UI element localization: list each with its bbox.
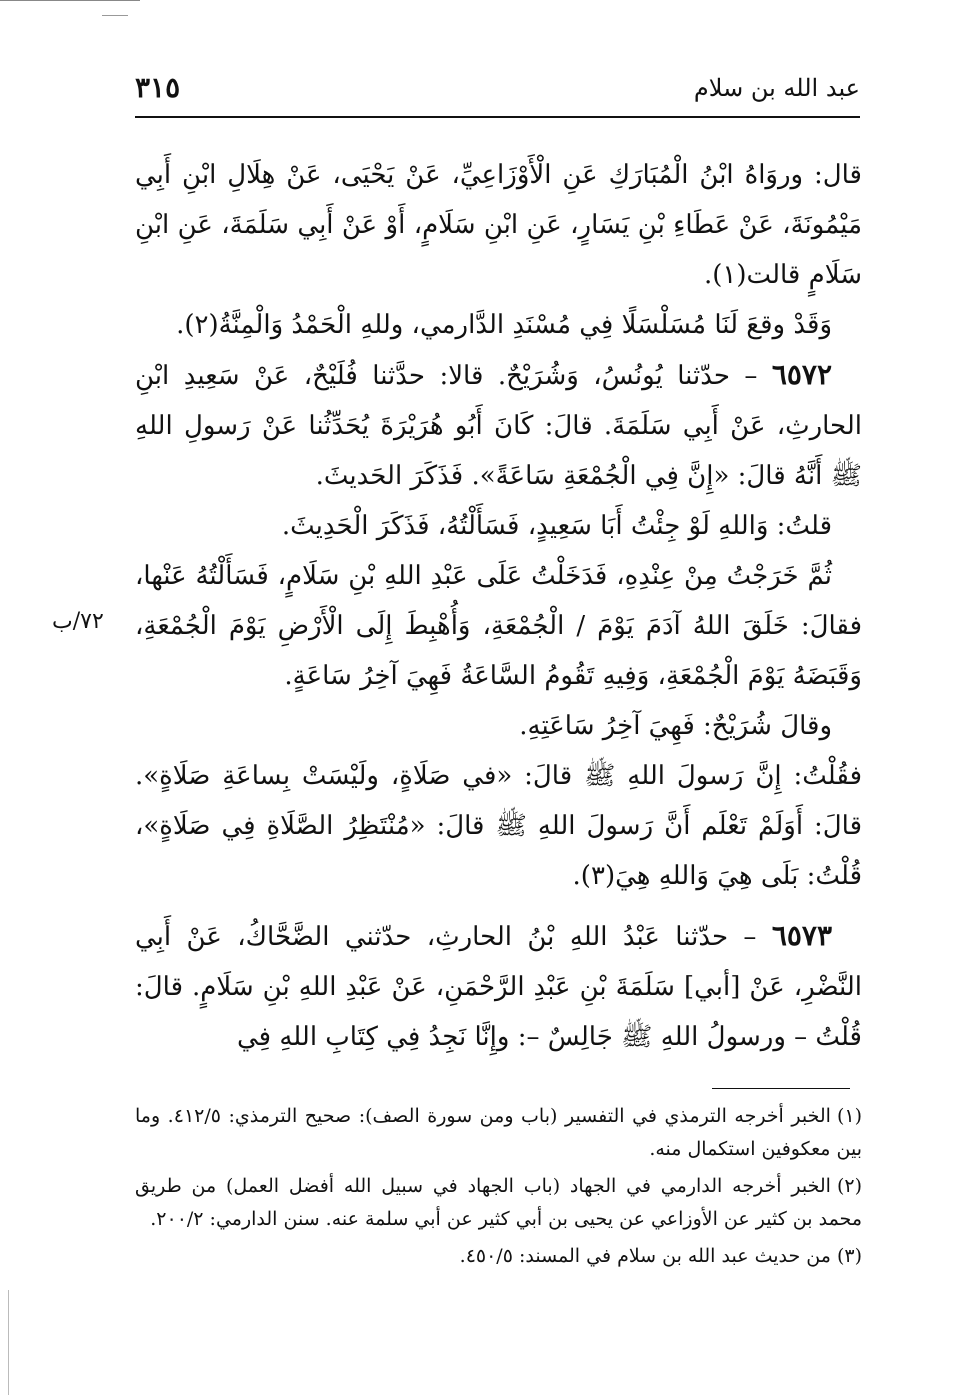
paragraph-text: فقُلْتُ: إِنَّ رَسولَ اللهِ ﷺ قالَ: «في صَلَاةٍ، ولَيْسَتْ بِساعَةِ صَلَاةٍ». قالَ: أَوَلَمْ تَعْلَم أَنَّ رَسولَ اللهِ ﷺ قالَ: «مُنْتَظِرُ الصَّلَاةِ فِي صَلَاةٍ»، قُلْتُ: بَلَى هِيَ وَاللهِ هِيَ(٣). bbox=[135, 761, 863, 891]
manuscript-folio-note: ٧٢/ب bbox=[52, 609, 104, 634]
hadith-paragraph bbox=[135, 911, 862, 1062]
footnote-label: (٢) bbox=[836, 1175, 862, 1197]
footnote-label: (٣) bbox=[836, 1245, 862, 1267]
running-header-title: عبد الله بن سلام bbox=[693, 74, 860, 102]
paragraph bbox=[135, 501, 862, 551]
paragraph-text: – حدّثنا عَبْدُ اللهِ بْنُ الحارثِ، حدّثني الضَّحَّاكُ، عَنْ أَبِي النَّضْرِ، عَنْ [أبي] سَلَمَةَ بْنِ عَبْدِ الرَّحْمَنِ، عَنْ عَبْدِ اللهِ بْنِ سَلَامٍ. قالَ: قُلْتُ – ورسولُ اللهِ ﷺ جَالِسٌ –: وإِنَّا نَجِدُ فِي كِتَابِ اللهِ فِي bbox=[135, 922, 862, 1052]
footnote bbox=[135, 1100, 862, 1166]
paragraph-text: وَقَدْ وقعَ لَنَا مُسَلْسَلًا فِي مُسْنَدِ الدَّارمي، وللهِ الْحَمْدُ وَالْمِنَّةُ(٢). bbox=[176, 310, 832, 340]
footnote bbox=[135, 1240, 862, 1273]
paragraph-text: قلتُ: وَاللهِ لَوْ جِئْتُ أَبَا سَعِيدٍ، فَسَأَلْتُهُ، فَذَكَرَ الْحَدِيثَ. bbox=[281, 511, 832, 541]
footnote-separator bbox=[712, 1088, 850, 1089]
hadith-number: ٦٥٧٢ bbox=[771, 358, 832, 391]
paragraph-text: وقالَ شُرَيْحٌ: فَهِيَ آخِرُ سَاعَتِهِ. bbox=[519, 711, 832, 741]
running-header bbox=[135, 70, 860, 116]
paragraph bbox=[135, 701, 862, 751]
hadith-paragraph bbox=[135, 350, 862, 501]
footnote-text: من حديث عبد الله بن سلام في المسند: ٤٥٠/٥. bbox=[459, 1245, 831, 1267]
page-number: ٣١٥ bbox=[135, 71, 181, 104]
scan-margin-line bbox=[8, 1290, 9, 1395]
footnote-label: (١) bbox=[836, 1105, 862, 1127]
paragraph bbox=[135, 150, 862, 300]
footnote-text: الخبر أخرجه الترمذي في التفسير (باب ومن سورة الصف): صحيح الترمذي: ٤١٢/٥. وما بين معكوفين استكمال منه. bbox=[135, 1105, 862, 1160]
footnote bbox=[135, 1170, 862, 1236]
paragraph bbox=[135, 300, 862, 350]
scan-edge-line bbox=[0, 0, 140, 1]
scan-edge-dash bbox=[102, 15, 128, 16]
paragraph-text: ثُمَّ خَرَجْتُ مِنْ عِنْدِهِ، فَدَخَلْتُ عَلَى عَبْدِ اللهِ بْنِ سَلَامٍ، فَسَأَلْتُهُ عَنْها، فقالَ: خَلَقَ اللهُ آدَمَ يَوْمَ / الْجُمْعَةِ، وَأُهْبِطَ إِلَى الْأَرْضِ يَوْمَ الْجُمْعَةِ، وَقَبَضَهُ يَوْمَ الْجُمْعَةِ، وَفِيهِ تَقُومُ السَّاعَةُ فَهِيَ آخِرُ سَاعَةٍ. bbox=[135, 561, 862, 691]
paragraph-text: – حدّثنا يُونُسُ، وَشُرَيْحٌ. قالا: حدَّثنا فُلَيْحٌ، عَنْ سَعِيدِ ابْنِ الحارثِ، عَنْ أَبِي سَلَمَةَ. قالَ: كَانَ أَبُو هُرَيْرَةَ يُحَدِّثُنا عَنْ رَسولِ اللهِ ﷺ أَنَّهُ قالَ: «إِنَّ فِي الْجُمْعَةِ سَاعَةً». فَذَكَرَ الحَديثَ. bbox=[135, 361, 862, 491]
footnotes bbox=[135, 1100, 862, 1277]
paragraph bbox=[135, 551, 862, 701]
hadith-number: ٦٥٧٣ bbox=[771, 919, 832, 952]
main-text bbox=[135, 150, 862, 1062]
paragraph-text: قال: وروَاهُ ابْنُ الْمُبَارَكِ عَنِ الْأَوْزَاعِيِّ، عَنْ يَحْيَى، عَنْ هِلَالِ ابْنِ أَبِي مَيْمُونَةَ، عَنْ عَطَاءِ بْنِ يَسَارٍ، عَنِ ابْنِ سَلَامٍ، أَوْ عَنْ أَبِي سَلَمَةَ، عَنِ ابْنِ سَلَامٍ قالت(١). bbox=[135, 160, 862, 290]
footnote-text: الخبر أخرجه الدارمي في الجهاد (باب الجهاد في سبيل الله أفضل العمل) من طريق محمد بن كثير عن الأوزاعي عن يحيى بن أبي كثير عن أبي سلمة عنه. سنن الدارمي: ٢٠٠/٢. bbox=[135, 1175, 862, 1230]
paragraph bbox=[135, 751, 862, 901]
header-rule bbox=[135, 116, 860, 118]
